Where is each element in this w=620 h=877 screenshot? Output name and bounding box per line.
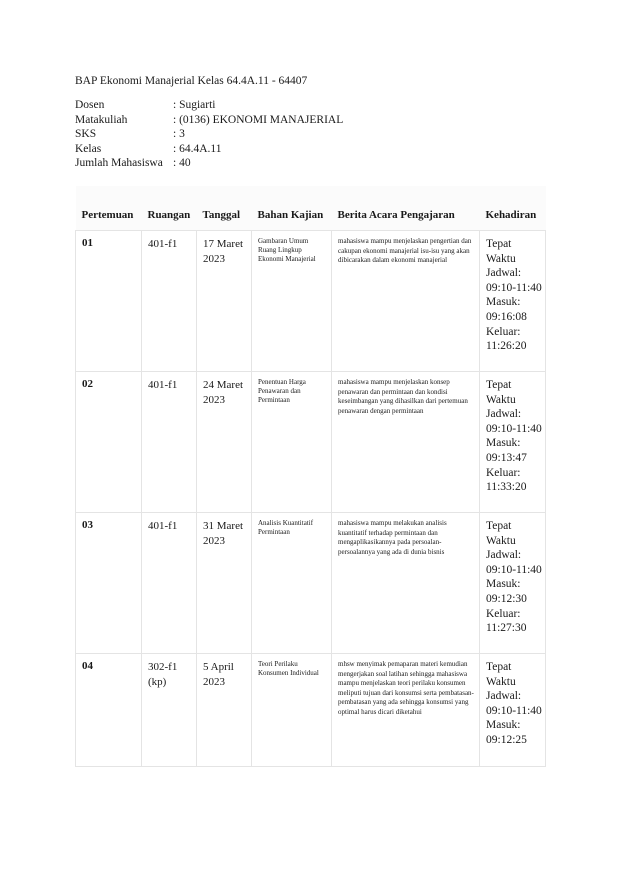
info-value: : 3 <box>173 128 185 141</box>
info-row-jumlah-mahasiswa <box>75 156 343 171</box>
cell-pertemuan: 01 <box>76 231 142 372</box>
cell-bahan-kajian: Penentuan Harga Penawaran dan Permintaan <box>252 372 332 513</box>
info-value: : (0136) EKONOMI MANAJERIAL <box>173 113 344 126</box>
info-label: Jumlah Mahasiswa <box>75 157 163 170</box>
cell-ruangan: 302-f1 (kp) <box>142 654 197 767</box>
info-label: Kelas <box>75 142 102 155</box>
info-row-dosen <box>75 98 343 113</box>
kehadiran-text: Tepat Waktu Jadwal: 09:10-11:40 Masuk: 09:16:08 Keluar: 11:26:20 <box>486 238 542 353</box>
info-label: Dosen <box>75 99 105 111</box>
info-value: : 40 <box>173 157 191 170</box>
cell-pertemuan: 03 <box>76 513 142 654</box>
table-row <box>76 231 546 372</box>
cell-ruangan: 401-f1 <box>142 231 197 372</box>
header-berita-acara: Berita Acara Pengajaran <box>332 186 480 231</box>
cell-berita-acara: mhsw menyimak pemaparan materi kemudian mengerjakan soal latihan sehingga mahasiswa mampu menjelaskan teori perilaku konsumen meliputi tujuan dari konsumsi serta pembatasan-pembatasan yang ada sehingga konsumsi yang optimal harus dicari diketahui <box>332 654 480 767</box>
cell-pertemuan: 04 <box>76 654 142 767</box>
cell-pertemuan: 02 <box>76 372 142 513</box>
cell-kehadiran <box>480 654 546 767</box>
cell-kehadiran <box>480 231 546 372</box>
header-kehadiran: Kehadiran <box>480 186 546 231</box>
info-label: Matakuliah <box>75 113 128 126</box>
cell-kehadiran <box>480 372 546 513</box>
info-label: SKS <box>75 128 97 141</box>
cell-tanggal: 31 Maret 2023 <box>197 513 252 654</box>
cell-ruangan: 401-f1 <box>142 372 197 513</box>
table-header-row <box>76 186 546 231</box>
cell-bahan-kajian: Gambaran Umum Ruang Lingkup Ekonomi Manajerial <box>252 231 332 372</box>
info-row-sks <box>75 127 343 142</box>
cell-ruangan: 401-f1 <box>142 513 197 654</box>
cell-tanggal: 24 Maret 2023 <box>197 372 252 513</box>
kehadiran-text: Tepat Waktu Jadwal: 09:10-11:40 Masuk: 09:12:25 <box>486 661 542 746</box>
info-row-matakuliah <box>75 113 343 128</box>
table-row <box>76 372 546 513</box>
info-row-kelas <box>75 142 343 157</box>
cell-berita-acara: mahasiswa mampu melakukan analisis kuantitatif terhadap permintaan dan mengaplikasikannya pada persoalan-persoalannya yang ada di dunia bisnis <box>332 513 480 654</box>
cell-bahan-kajian: Analisis Kuantitatif Permintaan <box>252 513 332 654</box>
page-title: BAP Ekonomi Manajerial Kelas 64.4A.11 - 64407 <box>75 75 308 87</box>
cell-berita-acara: mahasiswa mampu menjelaskan konsep penawaran dan permintaan dan kondisi keseimbangan yang dihasilkan dari pertemuan penawaran dengan permintaan <box>332 372 480 513</box>
info-value: : 64.4A.11 <box>173 142 222 155</box>
header-pertemuan: Pertemuan <box>76 186 142 231</box>
cell-kehadiran <box>480 513 546 654</box>
cell-tanggal: 5 April 2023 <box>197 654 252 767</box>
course-info <box>75 98 343 171</box>
table-row <box>76 654 546 767</box>
kehadiran-text: Tepat Waktu Jadwal: 09:10-11:40 Masuk: 09:12:30 Keluar: 11:27:30 <box>486 520 542 635</box>
kehadiran-text: Tepat Waktu Jadwal: 09:10-11:40 Masuk: 09:13:47 Keluar: 11:33:20 <box>486 379 542 494</box>
bap-table <box>75 186 546 767</box>
cell-berita-acara: mahasiswa mampu menjelaskan pengertian dan cakupan ekonomi manajerial isu-isu yang akan dibicarakan dalam ekonomi manajerial <box>332 231 480 372</box>
header-bahan-kajian: Bahan Kajian <box>252 186 332 231</box>
table-row <box>76 513 546 654</box>
info-value: : Sugiarti <box>173 99 216 111</box>
header-tanggal: Tanggal <box>197 186 252 231</box>
cell-bahan-kajian: Teori Perilaku Konsumen Individual <box>252 654 332 767</box>
header-ruangan: Ruangan <box>142 186 197 231</box>
cell-tanggal: 17 Maret 2023 <box>197 231 252 372</box>
